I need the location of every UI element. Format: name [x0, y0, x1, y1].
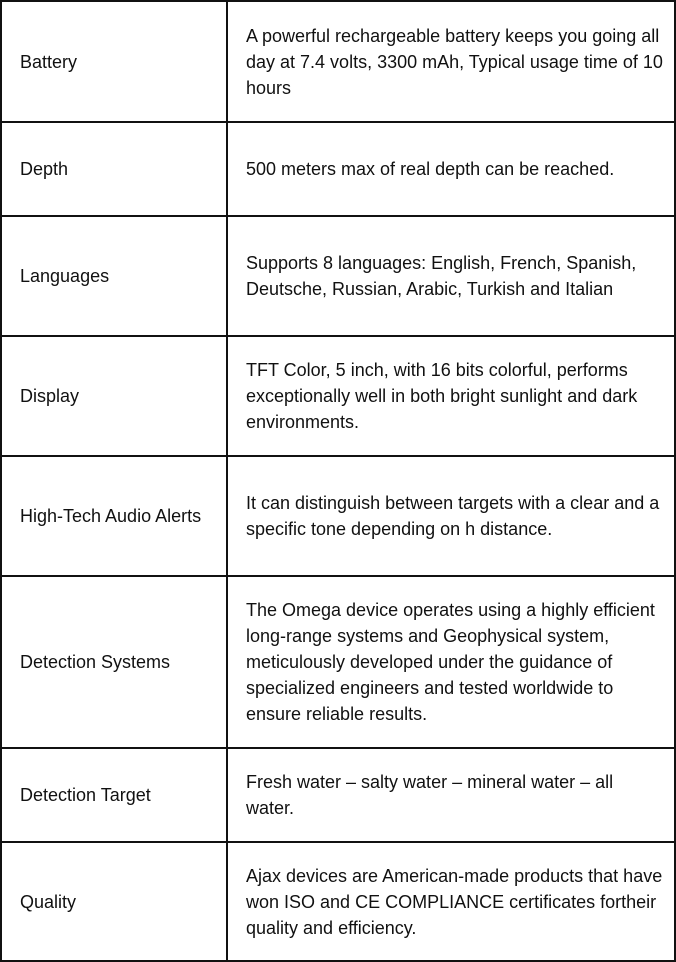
table-row-audio-alerts [2, 457, 674, 577]
row-label: Depth [2, 123, 228, 215]
row-value: A powerful rechargeable battery keeps you going all day at 7.4 volts, 3300 mAh, Typical usage time of 10 hours [246, 25, 663, 98]
row-value: TFT Color, 5 inch, with 16 bits colorful, performs exceptionally well in both bright sunlight and dark environments. [246, 360, 638, 432]
table-row-battery [2, 2, 674, 123]
table-row-detection-target [2, 749, 674, 843]
table-row-quality [2, 843, 674, 960]
row-label: High-Tech Audio Alerts [2, 457, 228, 575]
row-label: Languages [2, 217, 228, 335]
table-row-depth [2, 123, 674, 217]
row-label: Display [2, 337, 228, 455]
row-label: Detection Target [2, 749, 228, 841]
row-value: Ajax devices are American-made products that have won ISO and CE COMPLIANCE certificates fortheir quality and efficiency. [246, 865, 663, 938]
row-label: Detection Systems [2, 577, 228, 747]
table-row-display [2, 337, 674, 457]
table-row-languages [2, 217, 674, 337]
row-label: Quality [2, 843, 228, 960]
row-value: The Omega device operates using a highly efficient long-range systems and Geophysical system, meticulously developed under the guidance of specialized engineers and tested worldwide to ensure reliable results. [246, 600, 655, 724]
table-row-detection-systems [2, 577, 674, 749]
row-value: 500 meters max of real depth can be reached. [246, 159, 615, 179]
row-value: It can distinguish between targets with a clear and a specific tone depending on h distance. [246, 493, 660, 539]
row-value: Supports 8 languages: English, French, Spanish, Deutsche, Russian, Arabic, Turkish and Italian [246, 253, 637, 299]
row-value: Fresh water – salty water – mineral water – all water. [246, 772, 614, 818]
row-label: Battery [2, 2, 228, 121]
